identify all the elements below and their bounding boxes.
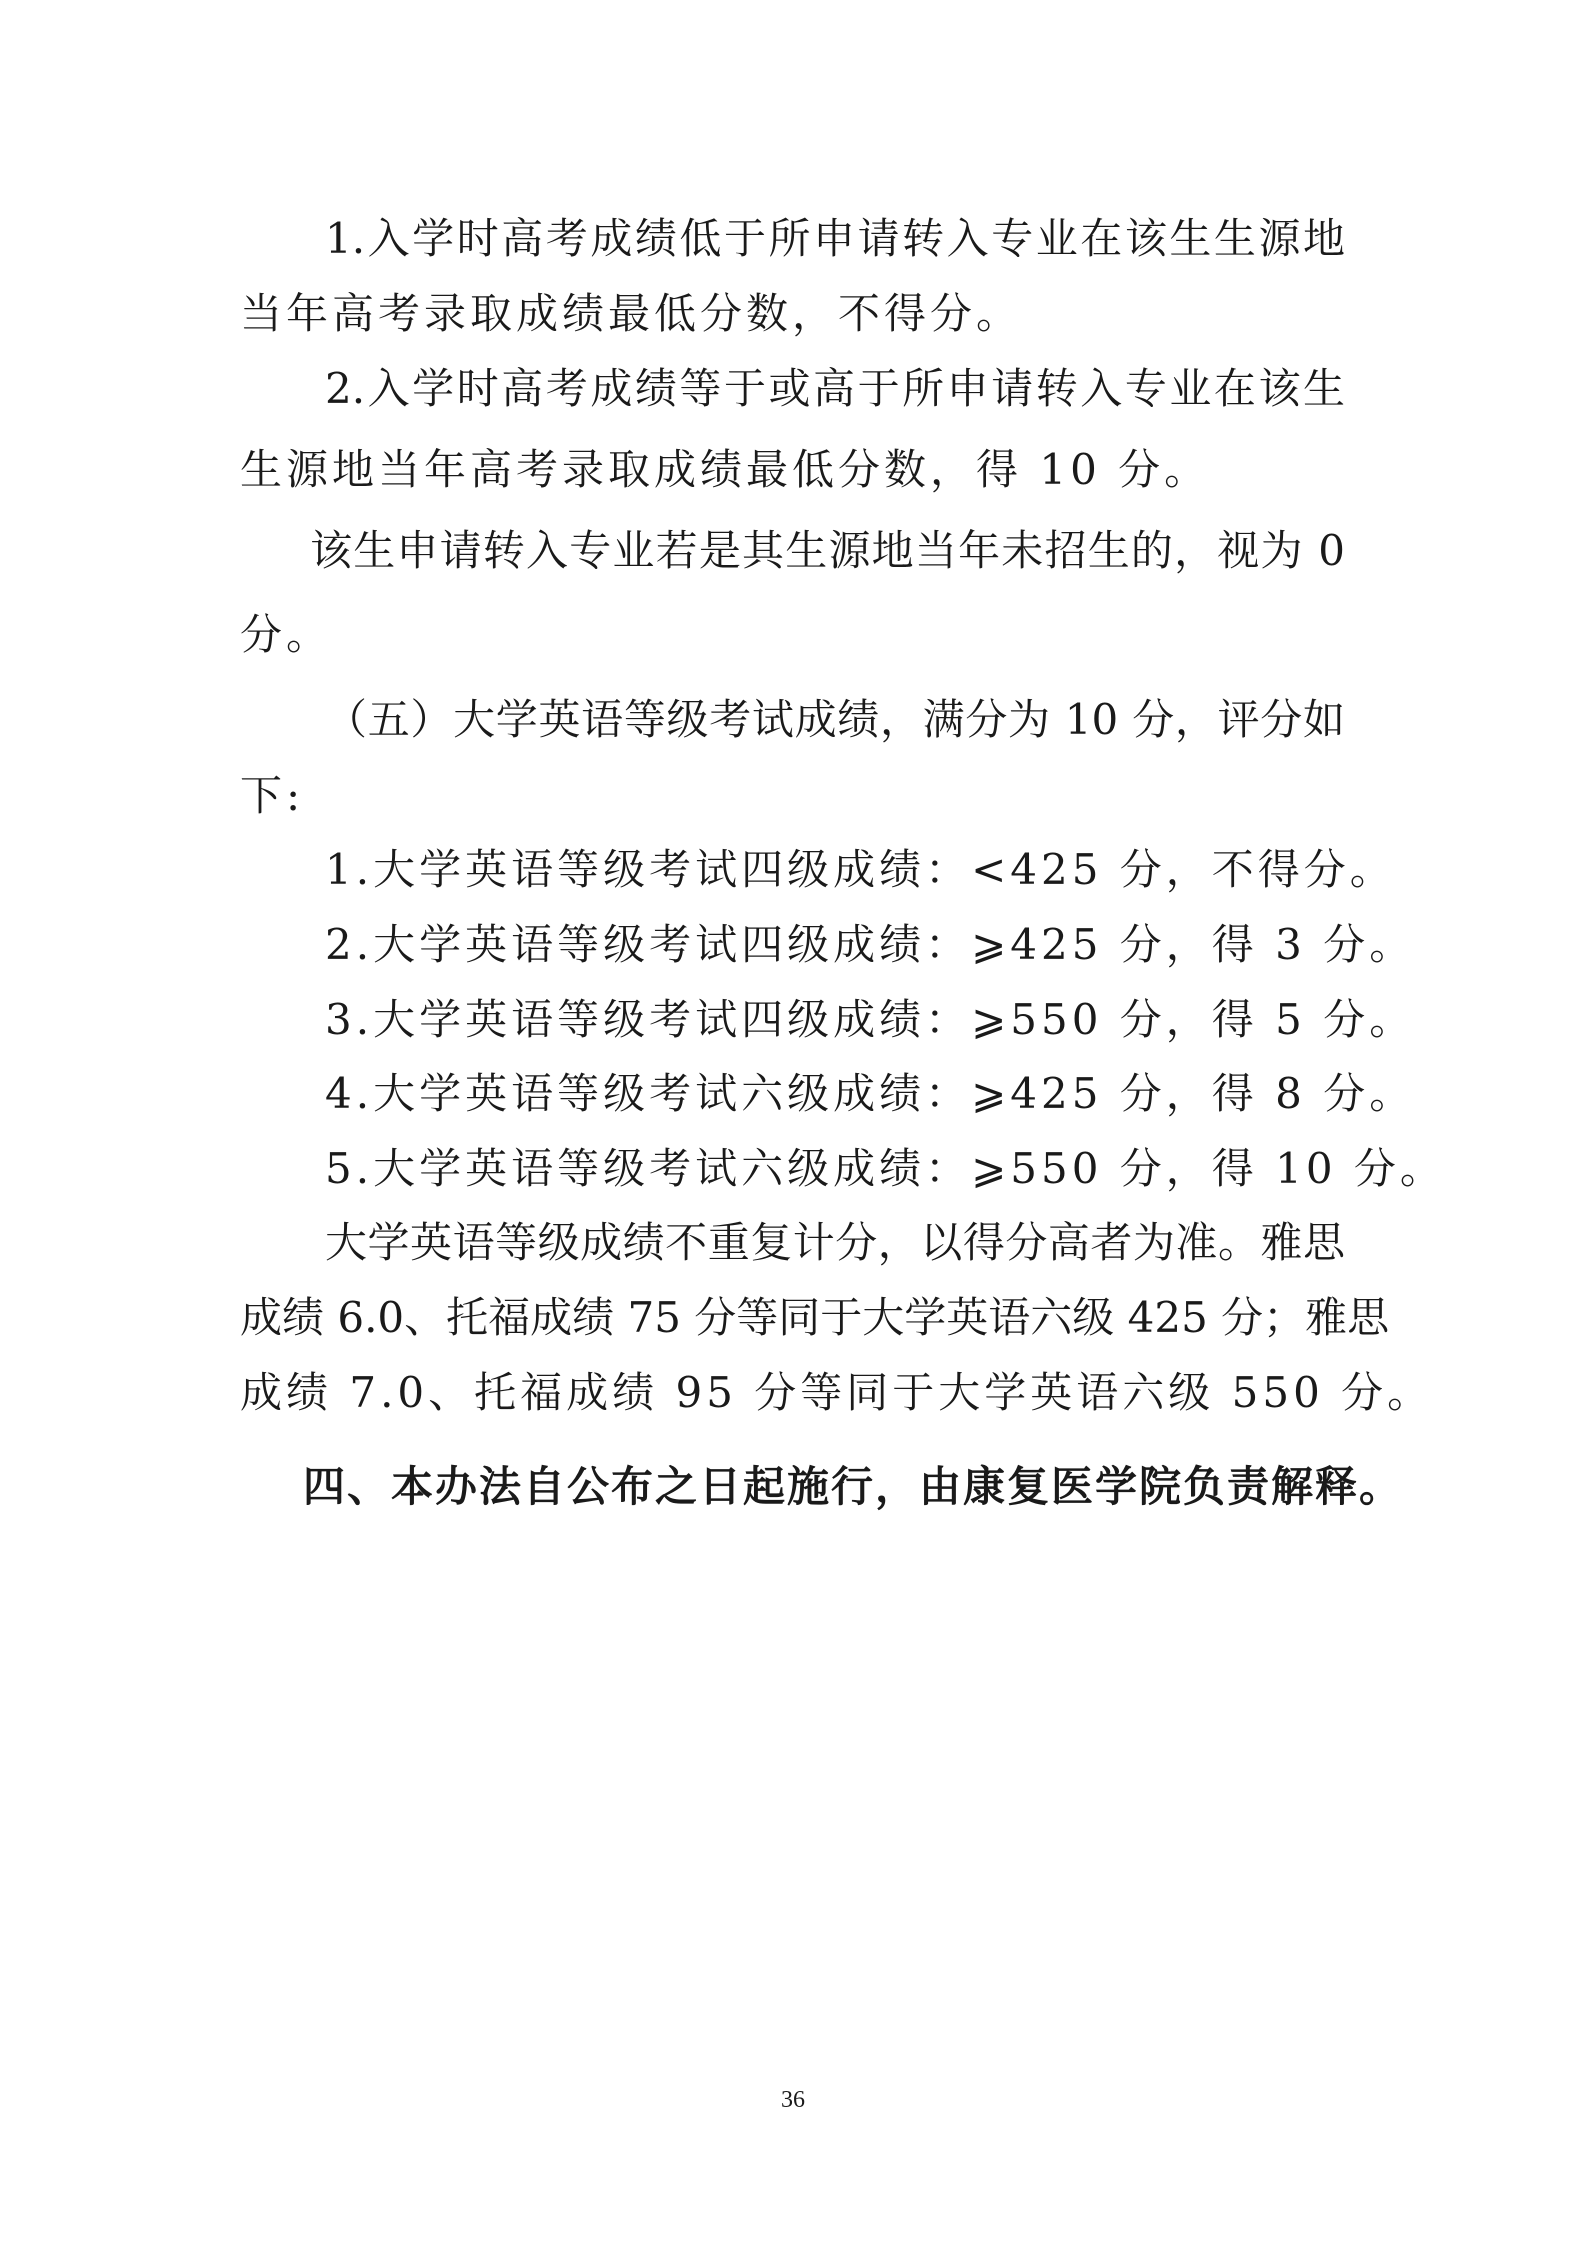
paragraph-line: 成绩 6.0、托福成绩 75 分等同于大学英语六级 425 分；雅思: [240, 1293, 1390, 1342]
paragraph-line: 成绩 7.0、托福成绩 95 分等同于大学英语六级 550 分。: [240, 1368, 1434, 1417]
paragraph-line: 1.入学时高考成绩低于所申请转入专业在该生生源地: [325, 214, 1345, 263]
list-item: 1.大学英语等级考试四级成绩：<425 分，不得分。: [325, 845, 1396, 894]
paragraph-line: 生源地当年高考录取成绩最低分数，得 10 分。: [240, 445, 1211, 494]
paragraph-line: 下:: [240, 771, 305, 820]
paragraph-line: 大学英语等级成绩不重复计分，以得分高者为准。雅思: [325, 1218, 1345, 1267]
paragraph-line: 分。: [240, 610, 333, 659]
list-item: 5.大学英语等级考试六级成绩：⩾550 分，得 10 分。: [325, 1144, 1446, 1193]
list-item: 2.大学英语等级考试四级成绩：⩾425 分，得 3 分。: [325, 920, 1416, 969]
paragraph-line: 2.入学时高考成绩等于或高于所申请转入专业在该生: [325, 364, 1345, 413]
list-item: 4.大学英语等级考试六级成绩：⩾425 分，得 8 分。: [325, 1069, 1416, 1118]
page-number: 36: [781, 2087, 805, 2113]
paragraph-line: 该生申请转入专业若是其生源地当年未招生的，视为 0: [310, 526, 1345, 575]
section-heading: 四、本办法自公布之日起施行，由康复医学院负责解释。: [303, 1462, 1404, 1511]
paragraph-line: （五）大学英语等级考试成绩，满分为 10 分，评分如: [325, 695, 1345, 744]
paragraph-line: 当年高考录取成绩最低分数，不得分。: [240, 289, 1023, 338]
list-item: 3.大学英语等级考试四级成绩：⩾550 分，得 5 分。: [325, 995, 1416, 1044]
